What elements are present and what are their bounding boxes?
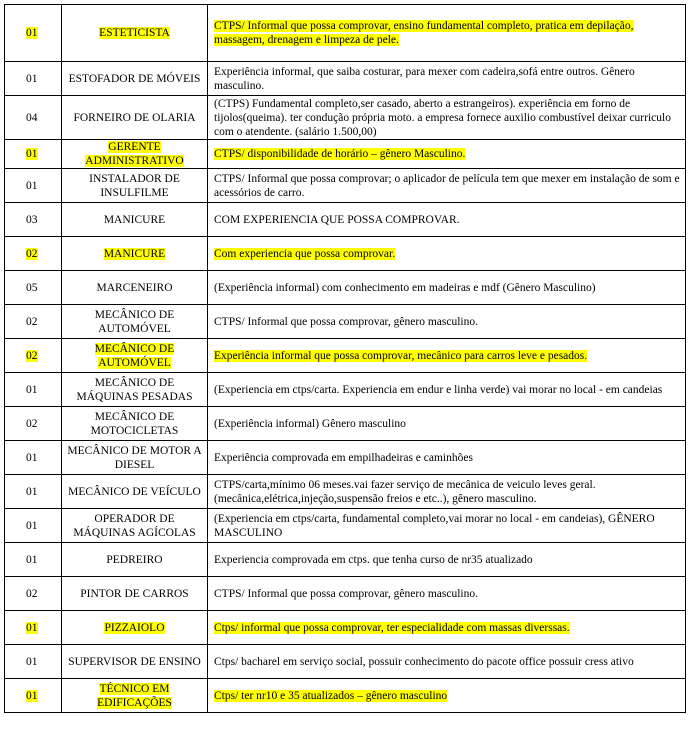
vacancy-row: [5, 679, 686, 713]
vacancy-requirements-cell: [208, 339, 686, 373]
vacancy-requirements: (Experiencia em ctps/carta. Experiencia em endur e linha verde) vai morar no local - em candeias: [214, 383, 663, 396]
vacancy-requirements: (Experiência informal) Gênero masculino: [214, 417, 406, 430]
vacancy-requirements-cell: [208, 271, 686, 305]
vacancy-row: [5, 305, 686, 339]
vacancy-row: [5, 5, 686, 62]
vacancy-rows: [5, 5, 686, 713]
vacancy-row: [5, 96, 686, 140]
vacancy-requirements: CTPS/ Informal que possa comprovar, ensino fundamental completo, pratica em depilação, massagem, drenagem e limpeza de pele.: [214, 20, 634, 46]
vacancy-quantity-cell: [5, 475, 62, 509]
vacancy-requirements: COM EXPERIENCIA QUE POSSA COMPROVAR.: [214, 213, 460, 226]
vacancy-row: [5, 509, 686, 543]
vacancy-quantity: 02: [26, 417, 38, 430]
vacancy-quantity-cell: [5, 237, 62, 271]
vacancy-row: [5, 203, 686, 237]
vacancy-quantity: 01: [26, 148, 38, 160]
vacancy-quantity-cell: [5, 509, 62, 543]
vacancy-role-cell: [62, 373, 208, 407]
vacancy-role-cell: [62, 543, 208, 577]
vacancy-requirements-cell: [208, 305, 686, 339]
vacancy-requirements: Experiência comprovada em empilhadeiras e caminhões: [214, 451, 473, 464]
vacancy-quantity: 02: [26, 315, 38, 328]
vacancy-requirements-cell: [208, 543, 686, 577]
vacancy-role-cell: [62, 62, 208, 96]
vacancy-quantity-cell: [5, 645, 62, 679]
vacancy-role-cell: [62, 509, 208, 543]
vacancy-role-cell: [62, 140, 208, 169]
vacancy-requirements-cell: [208, 373, 686, 407]
vacancy-role: SUPERVISOR DE ENSINO: [68, 655, 201, 668]
vacancy-quantity-cell: [5, 679, 62, 713]
vacancy-row: [5, 441, 686, 475]
vacancy-quantity: 02: [26, 349, 38, 362]
vacancy-role-cell: [62, 577, 208, 611]
vacancy-role-cell: [62, 169, 208, 203]
vacancy-role: MANICURE: [103, 247, 166, 260]
vacancy-quantity-cell: [5, 339, 62, 373]
vacancy-requirements-cell: [208, 140, 686, 169]
vacancy-role: GERENTE ADMINISTRATIVO: [85, 141, 184, 167]
vacancy-role: FORNEIRO DE OLARIA: [73, 111, 196, 124]
vacancy-quantity: 01: [26, 383, 38, 396]
vacancy-requirements-cell: [208, 441, 686, 475]
vacancy-role: MECÂNICO DE MÁQUINAS PESADAS: [76, 376, 193, 403]
vacancy-role: OPERADOR DE MÁQUINAS AGÍCOLAS: [73, 512, 196, 539]
vacancy-quantity-cell: [5, 441, 62, 475]
vacancy-quantity-cell: [5, 169, 62, 203]
vacancy-row: [5, 62, 686, 96]
vacancy-row: [5, 169, 686, 203]
vacancy-quantity-cell: [5, 203, 62, 237]
vacancy-role: ESTETICISTA: [99, 27, 170, 39]
vacancy-row: [5, 611, 686, 645]
vacancy-quantity: 01: [26, 519, 38, 532]
vacancy-role: PINTOR DE CARROS: [80, 587, 189, 600]
vacancy-quantity: 01: [26, 553, 38, 566]
job-vacancies-table: [4, 4, 686, 713]
vacancy-requirements-cell: [208, 62, 686, 96]
vacancy-quantity-cell: [5, 5, 62, 62]
vacancy-quantity-cell: [5, 305, 62, 339]
vacancy-role-cell: [62, 237, 208, 271]
vacancy-requirements-cell: [208, 96, 686, 140]
vacancy-requirements-cell: [208, 169, 686, 203]
vacancy-quantity-cell: [5, 62, 62, 96]
vacancy-row: [5, 339, 686, 373]
vacancy-row: [5, 373, 686, 407]
vacancy-row: [5, 237, 686, 271]
vacancy-requirements: CTPS/carta,mínimo 06 meses.vai fazer serviço de mecânica de veiculo leves geral. (mecânica,elétrica,injeção,suspensão freios e etc..), gênero masculino.: [214, 478, 596, 505]
vacancy-role-cell: [62, 475, 208, 509]
vacancy-role: MECÂNICO DE AUTOMÓVEL: [94, 308, 175, 335]
vacancy-role-cell: [62, 305, 208, 339]
vacancy-requirements: Ctps/ ter nr10 e 35 atualizados – gênero masculino: [214, 689, 448, 702]
vacancy-role: PEDREIRO: [106, 553, 163, 566]
vacancy-quantity: 01: [26, 621, 38, 634]
vacancy-quantity: 01: [26, 689, 38, 702]
vacancy-role-cell: [62, 441, 208, 475]
vacancy-role: TÉCNICO EM EDIFICAÇÕES: [97, 682, 172, 709]
vacancy-requirements: (CTPS) Fundamental completo,ser casado, aberto a estrangeiros). experiência em forno de tijolos(queima). ter condução própria moto. a empresa fornece auxilio combustível deixar curriculo com o atendente. (salário 1.500,00): [214, 97, 671, 138]
vacancy-quantity-cell: [5, 271, 62, 305]
vacancy-row: [5, 645, 686, 679]
vacancy-requirements: Experiencia comprovada em ctps. que tenha curso de nr35 atualizado: [214, 553, 533, 566]
vacancy-requirements: Experiência informal, que saiba costurar, para mexer com cadeira,sofá entre outros. Gênero masculino.: [214, 65, 635, 92]
vacancy-role-cell: [62, 679, 208, 713]
vacancy-row: [5, 407, 686, 441]
vacancy-role: MARCENEIRO: [96, 281, 173, 294]
vacancy-requirements: CTPS/ Informal que possa comprovar, gênero masculino.: [214, 315, 478, 328]
vacancy-row: [5, 475, 686, 509]
vacancy-row: [5, 543, 686, 577]
vacancy-requirements: Experiência informal que possa comprovar, mecânico para carros leve e pesados.: [214, 349, 588, 362]
vacancy-role-cell: [62, 203, 208, 237]
vacancy-quantity: 01: [26, 485, 38, 498]
vacancy-quantity: 01: [26, 72, 38, 85]
vacancy-role: MECÂNICO DE AUTOMÓVEL: [94, 342, 175, 369]
vacancy-quantity: 02: [26, 587, 38, 600]
vacancy-requirements-cell: [208, 237, 686, 271]
vacancy-quantity: 01: [26, 451, 38, 464]
vacancy-role: MECÂNICO DE MOTOCICLETAS: [90, 410, 179, 437]
vacancy-requirements: CTPS/ Informal que possa comprovar, gênero masculino.: [214, 587, 478, 600]
vacancy-requirements-cell: [208, 679, 686, 713]
vacancy-quantity-cell: [5, 373, 62, 407]
vacancy-requirements: CTPS/ disponibilidade de horário – gênero Masculino.: [214, 148, 466, 160]
vacancy-requirements-cell: [208, 475, 686, 509]
vacancy-requirements-cell: [208, 611, 686, 645]
vacancy-quantity: 05: [26, 281, 38, 294]
vacancy-quantity: 01: [26, 27, 38, 39]
vacancy-requirements-cell: [208, 5, 686, 62]
vacancy-quantity-cell: [5, 407, 62, 441]
vacancy-requirements-cell: [208, 577, 686, 611]
vacancy-role-cell: [62, 271, 208, 305]
vacancy-quantity-cell: [5, 140, 62, 169]
vacancy-role: ESTOFADOR DE MÓVEIS: [68, 72, 201, 85]
vacancy-quantity: 01: [26, 179, 38, 192]
vacancy-quantity: 03: [26, 213, 38, 226]
vacancy-role: MANICURE: [103, 213, 166, 226]
vacancy-role: INSTALADOR DE INSULFILME: [89, 172, 180, 199]
vacancy-quantity: 02: [26, 247, 38, 260]
vacancy-requirements: Ctps/ bacharel em serviço social, possuir conhecimento do pacote office possuir cress ativo: [214, 655, 634, 668]
vacancy-role: MECÂNICO DE MOTOR A DIESEL: [67, 444, 202, 471]
vacancy-requirements: (Experiência informal) com conhecimento em madeiras e mdf (Gênero Masculino): [214, 281, 596, 294]
vacancy-row: [5, 577, 686, 611]
vacancy-role-cell: [62, 339, 208, 373]
vacancy-role: MECÂNICO DE VEÍCULO: [68, 485, 201, 498]
vacancy-row: [5, 271, 686, 305]
vacancy-role-cell: [62, 611, 208, 645]
vacancy-quantity-cell: [5, 611, 62, 645]
vacancy-requirements: Ctps/ informal que possa comprovar, ter especialidade com massas diverssas.: [214, 621, 570, 634]
vacancy-requirements-cell: [208, 509, 686, 543]
vacancy-role-cell: [62, 96, 208, 140]
vacancy-quantity: 04: [26, 111, 38, 124]
vacancy-requirements-cell: [208, 407, 686, 441]
vacancy-quantity: 01: [26, 655, 38, 668]
vacancy-role-cell: [62, 407, 208, 441]
vacancy-requirements: (Experiencia em ctps/carta, fundamental completo,vai morar no local - em candeias), GÊNERO MASCULINO: [214, 512, 655, 539]
vacancy-quantity-cell: [5, 577, 62, 611]
vacancy-quantity-cell: [5, 96, 62, 140]
vacancy-requirements-cell: [208, 203, 686, 237]
vacancy-requirements: CTPS/ Informal que possa comprovar; o aplicador de película tem que mexer em instalação de som e acessórios de carro.: [214, 172, 680, 199]
vacancy-role: PIZZAIOLO: [104, 621, 165, 634]
vacancy-quantity-cell: [5, 543, 62, 577]
vacancy-role-cell: [62, 645, 208, 679]
vacancy-requirements-cell: [208, 645, 686, 679]
vacancy-role-cell: [62, 5, 208, 62]
vacancy-requirements: Com experiencia que possa comprovar.: [214, 247, 396, 260]
vacancy-row: [5, 140, 686, 169]
